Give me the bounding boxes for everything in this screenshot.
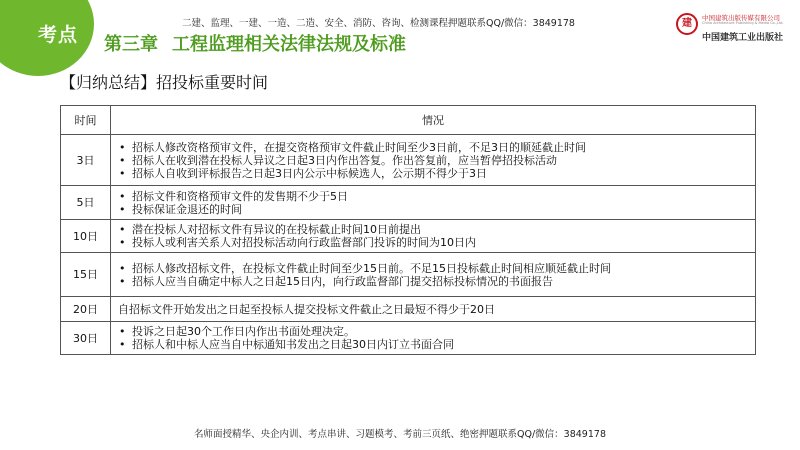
situation-list — [118, 190, 755, 216]
chapter-number: 第三章 — [104, 34, 158, 55]
table-header-row — [61, 106, 756, 135]
table-row — [61, 322, 756, 355]
table-row — [61, 135, 756, 186]
list-item: • 招标人修改招标文件，在投标文件截止时间至少15日前。不足15日投标截止时间相应顺延截止时间 — [118, 262, 755, 275]
publisher-logo — [676, 10, 794, 44]
list-item: • 招标人应当自确定中标人之日起15日内，向行政监督部门提交招标投标情况的书面报告 — [118, 275, 755, 288]
key-times-table — [60, 105, 756, 355]
list-item: • 招标文件和资格预审文件的发售期不少于5日 — [118, 190, 755, 203]
situation-text: 自招标文件开始发出之日起至投标人提交投标文件截止之日最短不得少于20日 — [118, 302, 495, 316]
bottom-contact-banner: 名师面授精华、央企内训、考点串讲、习题模考、考前三页纸、绝密押题联系QQ/微信：3849178 — [194, 429, 606, 440]
time-cell: 3日 — [61, 135, 111, 186]
list-item: • 招标人在收到潜在投标人异议之日起3日内作出答复。作出答复前，应当暂停招投标活动 — [118, 154, 755, 167]
time-cell: 30日 — [61, 322, 111, 355]
top-contact-banner: 二建、监理、一建、一造、二造、安全、消防、咨询、检测课程押题联系QQ/微信：3849178 — [182, 18, 575, 29]
situation-list — [118, 141, 755, 180]
chapter-title: 工程监理相关法律法规及标准 — [172, 34, 406, 55]
publisher-name-cn: 中国建筑出版传媒有限公司 — [702, 14, 780, 22]
table-row — [61, 186, 756, 220]
list-item: • 投诉之日起30个工作日内作出书面处理决定。 — [118, 325, 755, 338]
chapter-heading — [104, 30, 406, 56]
table-row — [61, 253, 756, 297]
time-cell: 5日 — [61, 186, 111, 220]
list-item: • 招标人修改资格预审文件，在提交资格预审文件截止时间至少3日前，不足3日的顺延截止时间 — [118, 141, 755, 154]
list-item: • 投标保证金退还的时间 — [118, 203, 755, 216]
situation-list — [118, 223, 755, 249]
situation-cell — [111, 135, 756, 186]
header-time: 时间 — [61, 106, 111, 135]
time-cell: 15日 — [61, 253, 111, 297]
publisher-name-en: China Architecture Publishing & Media Co.,Ltd. — [702, 21, 784, 25]
list-item: • 潜在投标人对招标文件有异议的在投标截止时间10日前提出 — [118, 223, 755, 236]
header-situation: 情况 — [111, 106, 756, 135]
situation-cell — [111, 297, 756, 322]
list-item: • 招标人自收到评标报告之日起3日内公示中标候选人，公示期不得少于3日 — [118, 167, 755, 180]
table-row — [61, 297, 756, 322]
situation-cell — [111, 220, 756, 253]
situation-cell — [111, 322, 756, 355]
time-cell: 10日 — [61, 220, 111, 253]
topic-badge-label: 考点 — [38, 24, 79, 46]
publisher-script-name: 中国建筑工业出版社 — [702, 33, 784, 43]
publisher-logo-icon: 建 — [676, 13, 698, 35]
situation-list — [118, 262, 755, 288]
table-body — [61, 135, 756, 355]
table-row — [61, 220, 756, 253]
situation-cell — [111, 186, 756, 220]
section-title: 【归纳总结】招投标重要时间 — [60, 73, 269, 92]
list-item: • 招标人和中标人应当自中标通知书发出之日起30日内订立书面合同 — [118, 338, 755, 351]
situation-cell — [111, 253, 756, 297]
time-cell: 20日 — [61, 297, 111, 322]
list-item: • 投标人或利害关系人对招投标活动向行政监督部门投诉的时间为10日内 — [118, 236, 755, 249]
situation-list — [118, 325, 755, 351]
